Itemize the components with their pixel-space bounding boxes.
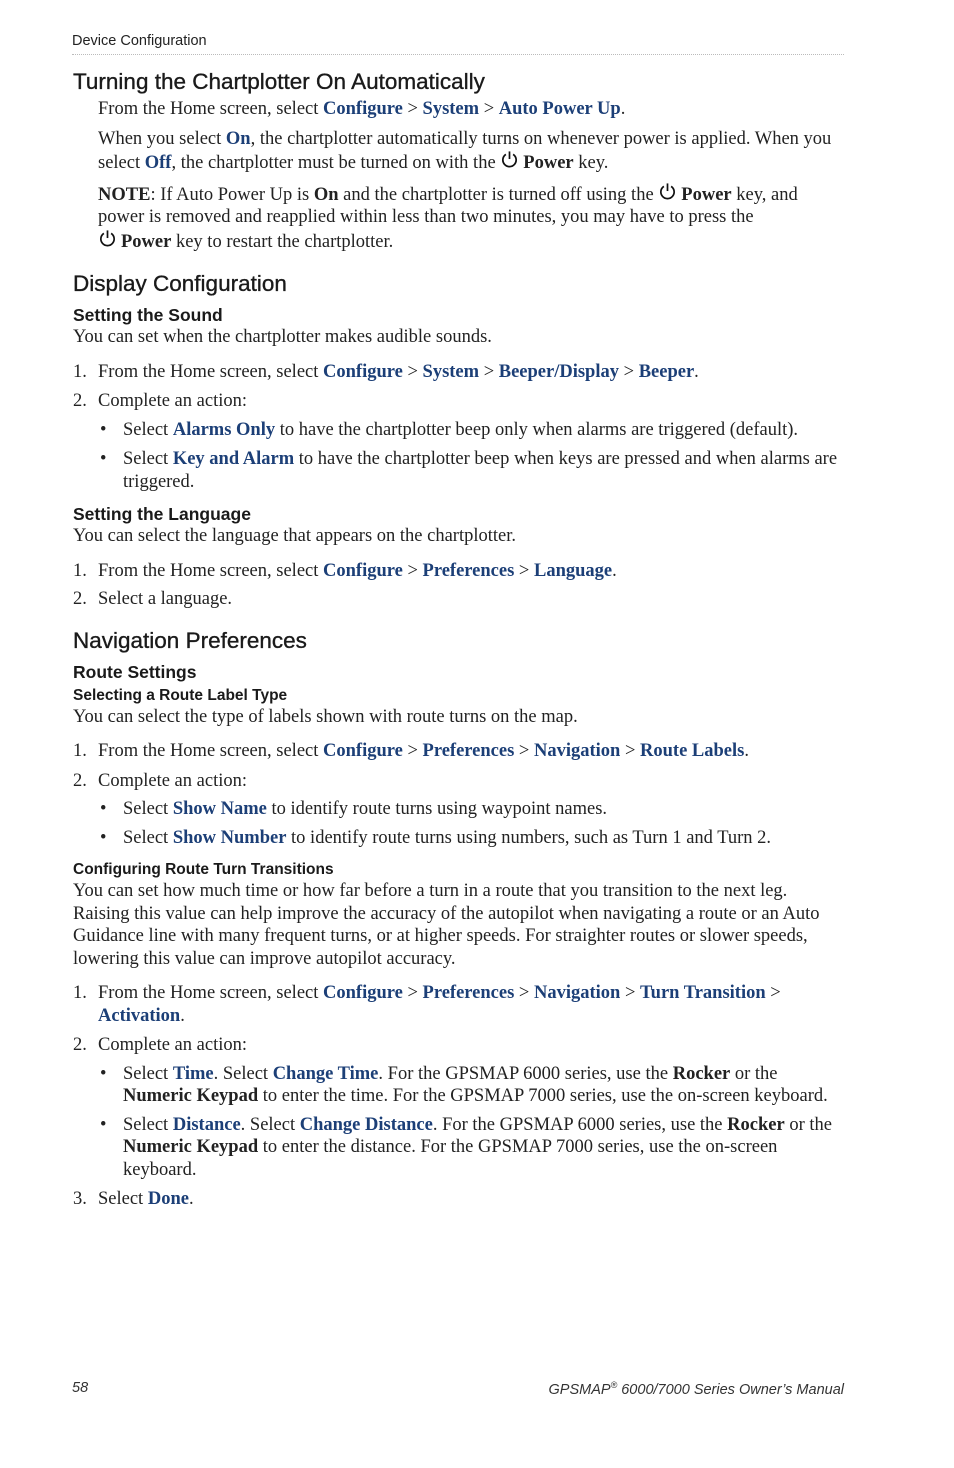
- menu-navigation: Navigation: [533, 983, 621, 1003]
- bullet-dot: •: [100, 419, 107, 440]
- menu-configure: Configure: [323, 983, 403, 1003]
- step-number: 2.: [73, 1035, 87, 1055]
- sound-step-2: [73, 390, 848, 413]
- label-type-step-1: [73, 740, 848, 763]
- power-key-label: Power: [681, 184, 732, 205]
- option-key-and-alarm: Key and Alarm: [172, 449, 295, 469]
- text: to have the chartplotter beep when keys are pressed and when alarms are triggered.: [123, 449, 838, 492]
- transitions-step-1: [73, 982, 848, 1027]
- registered-mark: ®: [610, 1380, 618, 1390]
- section-title-navigation: Navigation Preferences: [73, 627, 307, 653]
- separator: >: [620, 983, 641, 1003]
- text: key.: [573, 153, 609, 173]
- topic-title-route-label-type: Selecting a Route Label Type: [73, 686, 288, 704]
- text: Select: [123, 1114, 173, 1135]
- separator: >: [514, 560, 534, 581]
- topic-title-turn-transitions: Configuring Route Turn Transitions: [73, 861, 334, 878]
- separator: >: [479, 361, 499, 382]
- text: . For the GPSMAP 6000 series, use the: [378, 1063, 673, 1084]
- bullet-dot: •: [100, 1114, 107, 1135]
- text: to identify route turns using waypoint names.: [266, 799, 608, 819]
- note-label: NOTE: [98, 184, 151, 205]
- subsection-title-route-settings: Route Settings: [73, 661, 197, 682]
- menu-preferences: Preferences: [422, 983, 515, 1003]
- sound-description: You can set when the chartplotter makes audible sounds.: [73, 327, 492, 347]
- on-label: On: [313, 184, 339, 205]
- bullet-dot: •: [100, 827, 107, 848]
- sound-step-1: [73, 361, 848, 384]
- menu-system: System: [422, 99, 480, 119]
- transitions-step-2: [73, 1034, 848, 1057]
- menu-navigation: Navigation: [533, 741, 621, 761]
- text: Select a language.: [98, 589, 233, 609]
- transitions-bullet-time: [73, 1063, 848, 1108]
- text: . Select: [240, 1114, 300, 1135]
- label-type-bullet-show-number: [73, 827, 848, 850]
- text: When you select: [98, 128, 226, 149]
- text: or the: [730, 1063, 778, 1084]
- step-number: 2.: [73, 589, 87, 609]
- text: , the chartplotter must be turned on with the: [171, 153, 501, 173]
- label-type-description: You can select the type of labels shown with route turns on the map.: [73, 706, 578, 727]
- transitions-step-3: [73, 1188, 848, 1211]
- text: Complete an action:: [98, 391, 247, 411]
- text: : If Auto Power Up is: [150, 184, 314, 205]
- power-icon: [658, 182, 677, 201]
- text: , the chartplotter automatically turns on whenever power is applied. When you select: [98, 128, 832, 173]
- separator: >: [765, 983, 781, 1003]
- power-key-label: Power: [523, 153, 574, 173]
- menu-language: Language: [533, 560, 613, 581]
- text: From the Home screen, select: [98, 741, 324, 761]
- manual-title: [549, 1380, 844, 1398]
- page-content: [73, 68, 848, 1211]
- menu-auto-power-up: Auto Power Up: [498, 99, 621, 119]
- text: .: [180, 1005, 185, 1026]
- text: .: [620, 99, 626, 119]
- option-show-number: Show Number: [172, 827, 287, 848]
- running-head: Device Configuration: [72, 33, 844, 55]
- rocker-label: Rocker: [727, 1114, 785, 1135]
- language-step-1: [73, 560, 848, 583]
- bullet-dot: •: [100, 1063, 107, 1084]
- text: Select: [123, 449, 173, 469]
- transitions-bullet-distance: [73, 1114, 848, 1182]
- subsection-title-sound: Setting the Sound: [73, 305, 223, 325]
- step-number: 1.: [73, 361, 87, 382]
- bullet-dot: •: [100, 799, 107, 819]
- step-number: 1.: [73, 560, 87, 581]
- subsection-title-language: Setting the Language: [73, 504, 251, 524]
- text: and the chartplotter is turned off using the: [338, 184, 659, 205]
- series-name: 6000/7000 Series Owner’s Manual: [617, 1381, 844, 1398]
- text: .: [612, 560, 617, 581]
- text: Select: [123, 419, 173, 440]
- separator: >: [619, 361, 639, 382]
- text: to enter the distance. For the GPSMAP 7000 series, use the on-screen keyboard.: [123, 1137, 778, 1180]
- power-icon: [98, 229, 117, 248]
- power-key-label: Power: [121, 231, 172, 252]
- text: Select: [123, 827, 173, 848]
- auto-power-note: [73, 182, 848, 254]
- menu-preferences: Preferences: [422, 560, 515, 581]
- separator: >: [402, 741, 423, 761]
- separator: >: [514, 741, 534, 761]
- section-title-auto-power: Turning the Chartplotter On Automatically: [73, 69, 485, 94]
- step-number: 1.: [73, 741, 87, 761]
- option-on: On: [225, 128, 251, 149]
- menu-preferences: Preferences: [422, 741, 515, 761]
- section-title-display: Display Configuration: [73, 271, 287, 296]
- option-change-distance: Change Distance: [299, 1114, 433, 1135]
- language-description: You can select the language that appears on the chartplotter.: [73, 526, 516, 546]
- text: . Select: [213, 1063, 273, 1084]
- step-number: 1.: [73, 983, 87, 1003]
- text: . For the GPSMAP 6000 series, use the: [432, 1114, 728, 1135]
- text: Complete an action:: [98, 770, 247, 791]
- option-distance: Distance: [172, 1114, 241, 1135]
- option-show-name: Show Name: [172, 799, 267, 819]
- bullet-dot: •: [100, 449, 107, 469]
- text: Select: [98, 1189, 148, 1209]
- separator: >: [402, 983, 423, 1003]
- numeric-keypad-label: Numeric Keypad: [123, 1137, 259, 1157]
- label-type-step-2: [73, 770, 848, 793]
- text: Complete an action:: [98, 1035, 247, 1055]
- step-number: 2.: [73, 391, 87, 411]
- rocker-label: Rocker: [672, 1063, 731, 1084]
- separator: >: [402, 361, 423, 382]
- step-number: 3.: [73, 1189, 87, 1209]
- text: .: [744, 741, 749, 761]
- menu-activation: Activation: [98, 1005, 181, 1026]
- text: to have the chartplotter beep only when alarms are triggered (default).: [275, 419, 799, 440]
- auto-power-description: [73, 128, 848, 175]
- text: key, and power is removed and reapplied within less than two minutes, you may have to press the: [98, 184, 798, 227]
- option-change-time: Change Time: [272, 1063, 379, 1084]
- label-type-bullet-show-name: [73, 798, 848, 821]
- menu-configure: Configure: [323, 361, 403, 382]
- option-off: Off: [144, 153, 172, 173]
- separator: >: [514, 983, 534, 1003]
- separator: >: [479, 99, 499, 119]
- text: Select: [123, 799, 173, 819]
- menu-system: System: [422, 361, 480, 382]
- transitions-description: You can set how much time or how far before a turn in a route that you transition to the next leg. Raising this value can help improve the accuracy of the autopilot when navigating a route or an Auto Guidance line with many frequent turns, or at higher speeds. For straighter routes or slower speeds, lowering this value can improve autopilot accuracy.: [73, 881, 820, 969]
- menu-turn-transition: Turn Transition: [640, 983, 766, 1003]
- text: key to restart the chartplotter.: [171, 231, 394, 252]
- separator: >: [402, 99, 423, 119]
- brand-name: GPSMAP: [548, 1381, 611, 1398]
- menu-configure: Configure: [323, 741, 403, 761]
- text: From the Home screen, select: [98, 99, 324, 119]
- separator: >: [620, 741, 641, 761]
- sound-bullet-alarms-only: [73, 419, 848, 442]
- separator: >: [402, 560, 423, 581]
- power-icon: [500, 150, 519, 169]
- option-time: Time: [172, 1063, 214, 1084]
- menu-beeper-display: Beeper/Display: [498, 361, 619, 382]
- numeric-keypad-label: Numeric Keypad: [123, 1086, 259, 1106]
- text: or the: [784, 1114, 832, 1135]
- text: to enter the time. For the GPSMAP 7000 series, use the on-screen keyboard.: [258, 1086, 828, 1106]
- menu-configure: Configure: [323, 99, 403, 119]
- option-alarms-only: Alarms Only: [172, 419, 276, 440]
- sound-bullet-key-and-alarm: [73, 448, 848, 493]
- text: From the Home screen, select: [98, 361, 324, 382]
- menu-configure: Configure: [323, 560, 403, 581]
- text: .: [188, 1189, 194, 1209]
- page-number: 58: [72, 1380, 89, 1396]
- text: .: [694, 361, 699, 382]
- menu-beeper: Beeper: [638, 361, 695, 382]
- text: Select: [123, 1063, 173, 1084]
- option-done: Done: [147, 1189, 189, 1209]
- menu-route-labels: Route Labels: [640, 741, 745, 761]
- text: to identify route turns using numbers, such as Turn 1 and Turn 2.: [286, 827, 772, 848]
- text: From the Home screen, select: [98, 983, 324, 1003]
- auto-power-intro: [73, 98, 848, 121]
- language-step-2: [73, 588, 848, 611]
- text: From the Home screen, select: [98, 560, 324, 581]
- step-number: 2.: [73, 770, 87, 791]
